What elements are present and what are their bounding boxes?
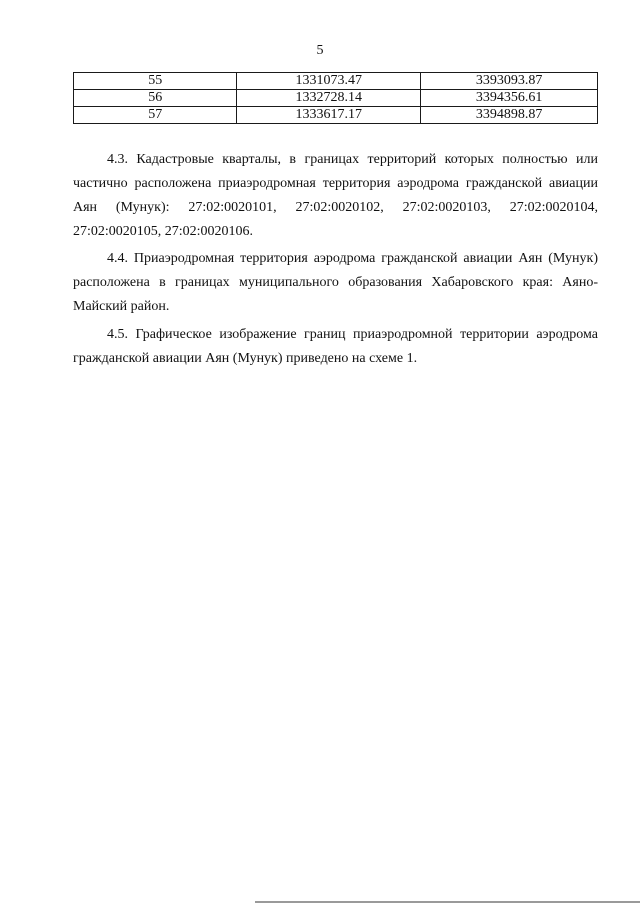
paragraph-4-4 — [73, 247, 598, 319]
page-number: 5 — [316, 43, 324, 58]
scan-edge-line — [255, 901, 640, 903]
paragraph-line: частично расположена приаэродромная территория аэродрома гражданской авиации — [73, 176, 598, 191]
table-row — [74, 107, 598, 124]
y-coordinate-cell: 3394898.87 — [421, 107, 598, 124]
y-coordinate-cell: 3393093.87 — [421, 73, 598, 90]
paragraph-line: расположена в границах муниципального образования Хабаровского края: Аяно- — [73, 275, 598, 290]
paragraph-line: 4.3. Кадастровые кварталы, в границах территорий которых полностью или — [107, 152, 598, 167]
paragraph-line: 4.4. Приаэродромная территория аэродрома гражданской авиации Аян (Мунук) — [107, 251, 598, 266]
paragraph-line: Майский район. — [73, 299, 170, 314]
paragraph-line: 27:02:0020105, 27:02:0020106. — [73, 224, 254, 239]
paragraph-line: Аян (Мунук): 27:02:0020101, 27:02:0020102, 27:02:0020103, 27:02:0020104, — [73, 200, 598, 215]
paragraph-line: 4.5. Графическое изображение границ приаэродромной территории аэродрома — [107, 327, 598, 342]
coordinates-table — [73, 72, 598, 124]
point-number-cell: 57 — [74, 107, 237, 124]
table-row — [74, 73, 598, 90]
x-coordinate-cell: 1332728.14 — [237, 90, 421, 107]
y-coordinate-cell: 3394356.61 — [421, 90, 598, 107]
point-number-cell: 55 — [74, 73, 237, 90]
x-coordinate-cell: 1331073.47 — [237, 73, 421, 90]
paragraph-4-3 — [73, 148, 598, 244]
paragraph-line: гражданской авиации Аян (Мунук) приведено на схеме 1. — [73, 351, 418, 366]
table-row — [74, 90, 598, 107]
point-number-cell: 56 — [74, 90, 237, 107]
paragraph-4-5 — [73, 323, 598, 371]
x-coordinate-cell: 1333617.17 — [237, 107, 421, 124]
